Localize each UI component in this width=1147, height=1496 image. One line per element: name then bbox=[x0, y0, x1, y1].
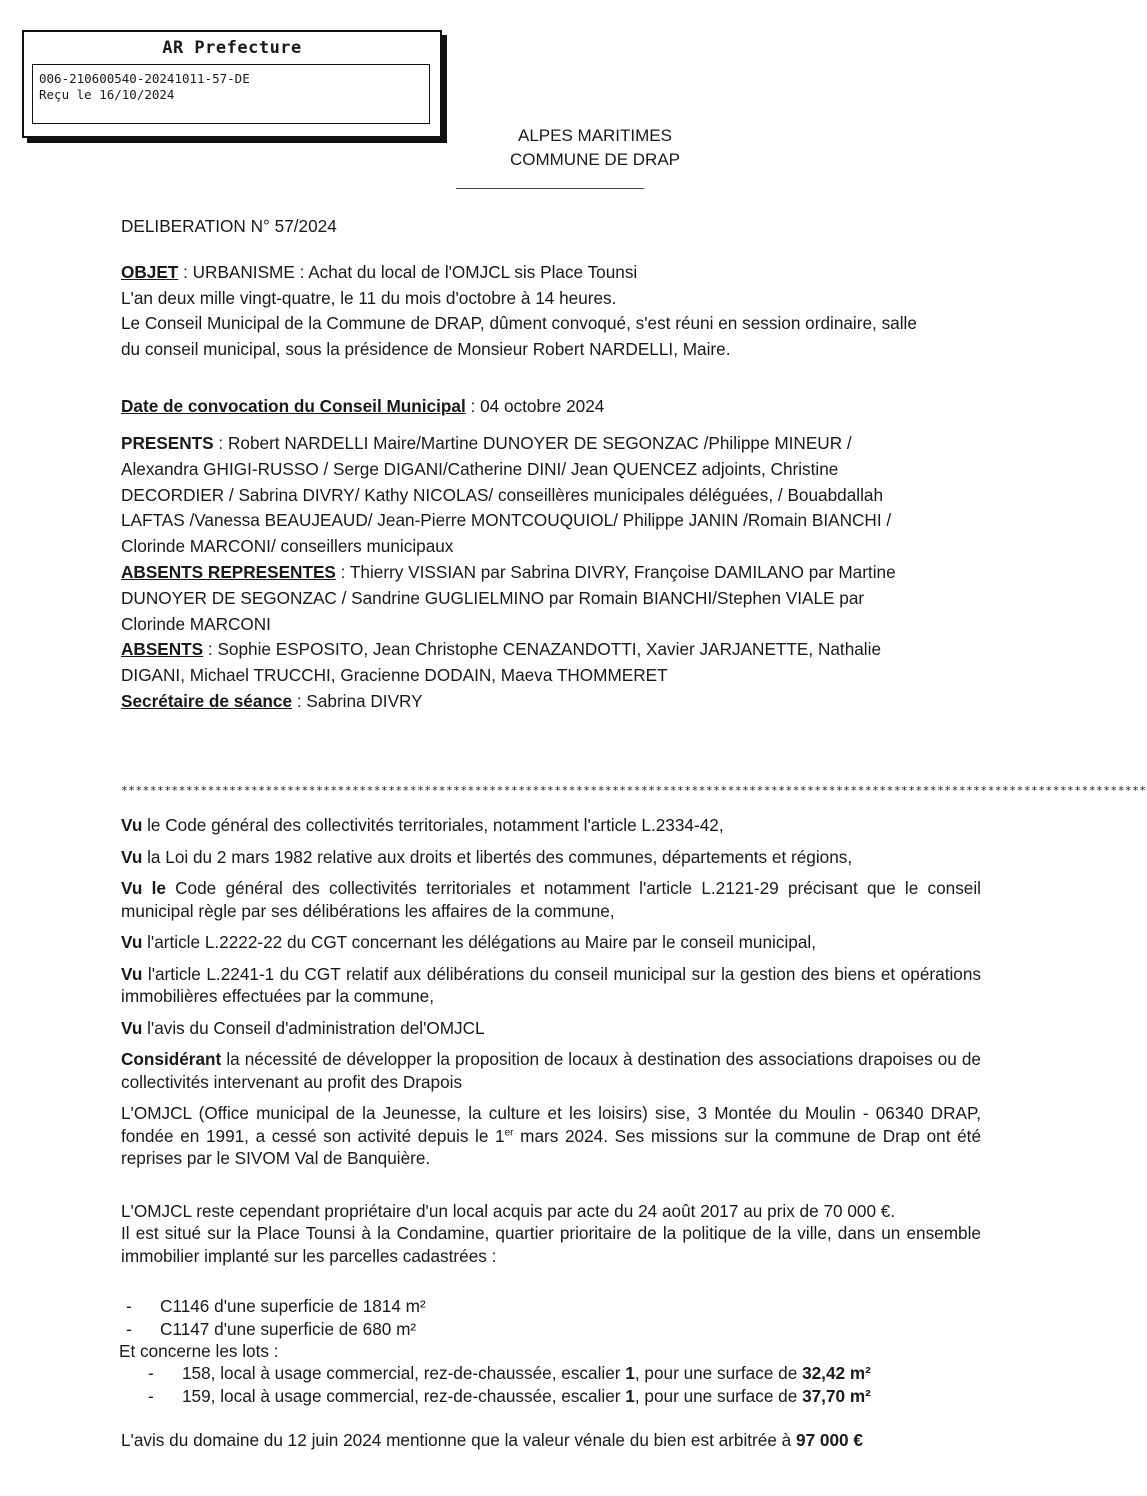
header-divider bbox=[456, 188, 644, 189]
vu-item: Vu l'article L.2222-22 du CGT concernant les délégations au Maire par le conseil municipal, bbox=[121, 932, 816, 952]
presents-paragraph bbox=[121, 431, 921, 560]
ar-prefecture-stamp bbox=[22, 30, 442, 138]
lots-intro: Et concerne les lots : bbox=[119, 1341, 279, 1361]
parcelle-item: - C1146 d'une superficie de 1814 m² bbox=[126, 1296, 426, 1316]
convocation-line bbox=[121, 394, 981, 420]
vu-item: Vu le Code général des collectivités territoriales et notamment l'article L.2121-29 précisant que le conseil municipal règle par ses délibérations les affaires de la commune, bbox=[121, 878, 981, 921]
absents-representes-label: ABSENTS REPRESENTES bbox=[121, 561, 336, 582]
absents-paragraph bbox=[121, 637, 921, 689]
secretaire-label: Secrétaire de séance bbox=[121, 690, 293, 711]
secretaire-text: : Sabrina DIVRY bbox=[292, 690, 423, 711]
objet-section bbox=[121, 260, 981, 362]
attendance-section bbox=[121, 431, 921, 715]
objet-line bbox=[121, 260, 981, 286]
convocation-label: Date de convocation du Conseil Municipal bbox=[121, 396, 466, 416]
vu-item: Vu le Code général des collectivités territoriales, notamment l'article L.2334-42, bbox=[121, 815, 724, 835]
stamp-received-date: Reçu le 16/10/2024 bbox=[39, 87, 175, 102]
lot-item: - 159, local à usage commercial, rez-de-chaussée, escalier 1, pour une surface de 37,70 m² bbox=[148, 1386, 871, 1406]
department-heading: ALPES MARITIMES bbox=[518, 126, 672, 145]
convocation-date: : 04 octobre 2024 bbox=[465, 396, 605, 416]
vu-section bbox=[121, 814, 981, 1267]
absents-text: : Sophie ESPOSITO, Jean Christophe CENAZANDOTTI, Xavier JARJANETTE, Nathalie DIGANI, Michael TRUCCHI, Gracienne DODAIN, Maeva THOMMERET bbox=[121, 639, 882, 686]
lots-list bbox=[148, 1362, 871, 1408]
absents-representes-paragraph bbox=[121, 560, 921, 637]
parcelle-item: - C1147 d'une superficie de 680 m² bbox=[126, 1319, 417, 1339]
parcelles-list bbox=[126, 1295, 426, 1341]
session-description: Le Conseil Municipal de la Commune de DRAP, dûment convoqué, s'est réuni en session ordinaire, salle du conseil municipal, sous la présidence de Monsieur Robert NARDELLI, Maire. bbox=[121, 313, 917, 359]
vu-item: Vu l'article L.2241-1 du CGT relatif aux délibérations du conseil municipal sur la gestion des biens et opérations immobilières effectuées par la commune, bbox=[121, 963, 981, 1006]
presents-label: PRESENTS bbox=[121, 433, 214, 453]
objet-label: OBJET bbox=[121, 262, 179, 282]
objet-text: : URBANISME : Achat du local de l'OMJCL sis Place Tounsi bbox=[178, 262, 638, 282]
proprietaire-paragraph: L'OMJCL reste cependant propriétaire d'un local acquis par acte du 24 août 2017 au prix de 70 000 €. bbox=[121, 1200, 896, 1221]
avis-domaine-paragraph: L'avis du domaine du 12 juin 2024 mentionne que la valeur vénale du bien est arbitrée à 97 000 € bbox=[121, 1430, 863, 1450]
lot-item: - 158, local à usage commercial, rez-de-chaussée, escalier 1, pour une surface de 32,42 m² bbox=[148, 1363, 871, 1383]
presents-text: : Robert NARDELLI Maire/Martine DUNOYER DE SEGONZAC /Philippe MINEUR / Alexandra GHIGI-RUSSO / Serge DIGANI/Catherine DINI/ Jean QUENCEZ adjoints, Christine DECORDIER / Sabrina DIVRY/ Kathy NICOLAS/ conseillères municipales déléguées, / Bouabdallah LAFTAS /Vanessa BEAUJEAUD/ Jean-Pierre MONTCOUQUIOL/ Philippe JANIN /Romain BIANCHI / Clorinde MARCONI/ conseillers municipaux bbox=[121, 433, 892, 557]
vu-item: Vu la Loi du 2 mars 1982 relative aux droits et libertés des communes, départements et régions, bbox=[121, 846, 853, 867]
stamp-title: AR Prefecture bbox=[162, 38, 302, 58]
considerant-paragraph: Considérant la nécessité de développer la proposition de locaux à destination des associations drapoises ou de collectivités intervenant au profit des Drapois bbox=[121, 1049, 981, 1092]
asterisk-separator: ********************************************************************************************************************************************** bbox=[121, 784, 1147, 797]
stamp-details bbox=[32, 64, 430, 124]
date-seance-line: L'an deux mille vingt-quatre, le 11 du mois d'octobre à 14 heures. bbox=[121, 287, 617, 308]
absents-label: ABSENTS bbox=[121, 639, 204, 660]
valeur-venale: 97 000 € bbox=[796, 1430, 863, 1450]
situation-paragraph: Il est situé sur la Place Tounsi à la Condamine, quartier prioritaire de la politique de la ville, dans un ensemble immobilier implanté sur les parcelles cadastrées : bbox=[121, 1223, 981, 1266]
omjcl-paragraph: L'OMJCL (Office municipal de la Jeunesse, la culture et les loisirs) sise, 3 Montée du Moulin - 06340 DRAP, fondée en 1991, a cessé son activité depuis le 1er mars 2024. Ses missions sur la commune de Drap ont été reprises par le SIVOM Val de Banquière. bbox=[121, 1103, 982, 1168]
absents-representes-text: : Thierry VISSIAN par Sabrina DIVRY, Françoise DAMILANO par Martine DUNOYER DE SEGONZAC / Sandrine GUGLIELMINO par Romain BIANCHI/Stephen VIALE par Clorinde MARCONI bbox=[121, 561, 896, 634]
commune-heading: COMMUNE DE DRAP bbox=[509, 150, 680, 169]
deliberation-title: DELIBERATION N° 57/2024 bbox=[121, 216, 337, 236]
secretaire-paragraph bbox=[121, 689, 921, 715]
vu-item: Vu l'avis du Conseil d'administration del'OMJCL bbox=[121, 1017, 485, 1038]
stamp-reference: 006-210600540-20241011-57-DE bbox=[39, 71, 250, 86]
